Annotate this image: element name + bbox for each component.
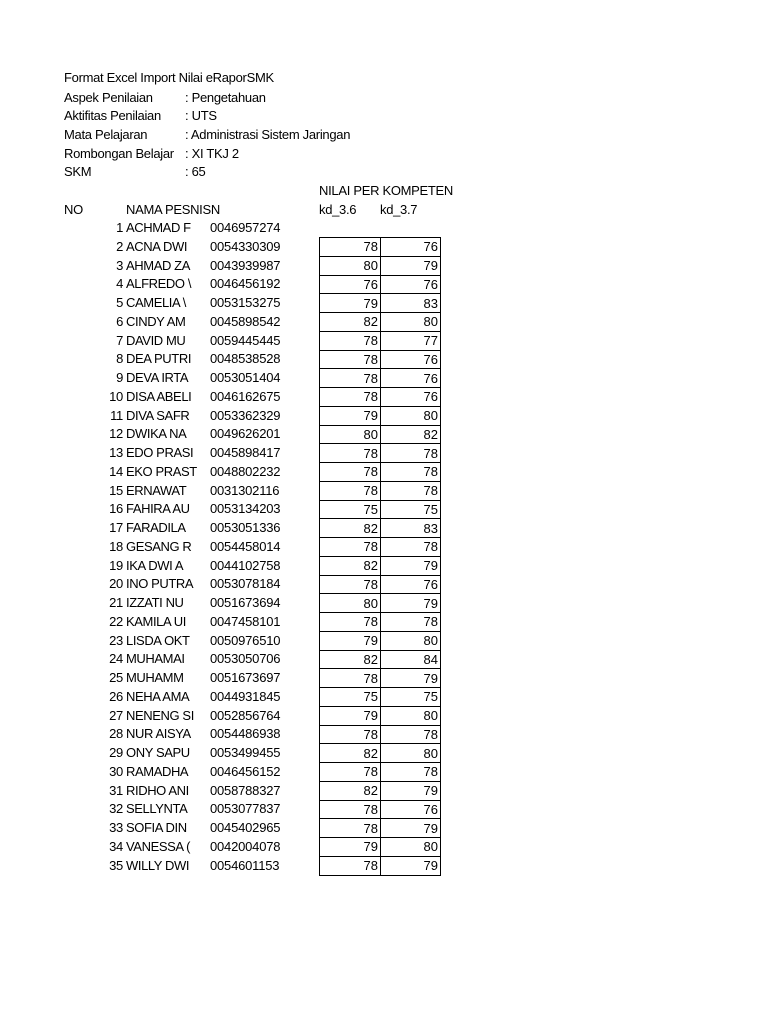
student-name: FARADILA xyxy=(126,520,186,535)
table-row xyxy=(320,781,441,800)
student-nisn: 0053362329 xyxy=(210,407,281,423)
student-nisn: 0047458101 xyxy=(210,613,281,629)
score-kd-3-7[interactable]: 80 xyxy=(381,631,441,650)
student-nisn: 0048538528 xyxy=(210,351,281,367)
score-kd-3-6[interactable]: 79 xyxy=(320,838,381,857)
student-nisn: 0046162675 xyxy=(210,388,281,404)
student-nisn: 0053077837 xyxy=(210,801,281,817)
score-kd-3-6[interactable]: 78 xyxy=(320,800,381,819)
row-number: 2 xyxy=(116,238,123,254)
column-header-kd-3-7: kd_3.7 xyxy=(380,202,418,217)
student-nisn: 0049626201 xyxy=(210,426,281,442)
score-kd-3-6[interactable]: 79 xyxy=(320,294,381,313)
score-kd-3-7[interactable]: 79 xyxy=(381,819,441,838)
score-kd-3-6[interactable]: 78 xyxy=(320,238,381,257)
score-kd-3-7[interactable]: 78 xyxy=(381,725,441,744)
score-kd-3-6[interactable]: 78 xyxy=(320,444,381,463)
score-kd-3-6[interactable]: 75 xyxy=(320,500,381,519)
row-number: 9 xyxy=(116,370,123,385)
row-number: 29 xyxy=(109,745,123,760)
student-name: ERNAWAT xyxy=(126,482,187,498)
student-nisn: 0053050706 xyxy=(210,651,281,667)
header-value-skm: : 65 xyxy=(185,164,206,179)
score-kd-3-7[interactable]: 79 xyxy=(381,781,441,800)
score-kd-3-6[interactable]: 82 xyxy=(320,519,381,538)
student-name: FAHIRA AU xyxy=(126,501,190,517)
score-kd-3-7[interactable]: 80 xyxy=(381,706,441,725)
score-kd-3-7[interactable]: 83 xyxy=(381,294,441,313)
student-name: RIDHO ANI xyxy=(126,782,189,798)
student-name: NENENG SI xyxy=(126,707,194,723)
student-name: CINDY AM xyxy=(126,313,186,329)
student-nisn: 0054330309 xyxy=(210,238,281,254)
score-kd-3-6[interactable]: 78 xyxy=(320,481,381,500)
score-kd-3-7[interactable]: 79 xyxy=(381,556,441,575)
score-kd-3-6[interactable]: 75 xyxy=(320,688,381,707)
student-name: IKA DWI A xyxy=(126,557,184,573)
group-header-nilai: NILAI PER KOMPETEN xyxy=(319,183,454,198)
row-number: 3 xyxy=(116,257,123,273)
student-name: SELLYNTA xyxy=(126,801,188,817)
table-row xyxy=(320,481,441,500)
row-number: 15 xyxy=(109,482,123,498)
student-name: LISDA OKT xyxy=(126,632,190,648)
table-row xyxy=(320,725,441,744)
row-number: 25 xyxy=(109,670,123,685)
student-nisn: 0052856764 xyxy=(210,707,281,723)
student-name: EKO PRAST xyxy=(126,463,197,479)
row-number: 12 xyxy=(109,426,123,442)
score-kd-3-6[interactable]: 78 xyxy=(320,538,381,557)
row-number: 30 xyxy=(109,763,123,779)
score-kd-3-7[interactable]: 84 xyxy=(381,650,441,669)
score-kd-3-6[interactable]: 80 xyxy=(320,594,381,613)
score-kd-3-6[interactable]: 78 xyxy=(320,613,381,632)
table-row xyxy=(320,369,441,388)
table-row xyxy=(320,800,441,819)
score-kd-3-6[interactable]: 82 xyxy=(320,313,381,332)
student-nisn: 0053051404 xyxy=(210,370,281,385)
table-row xyxy=(320,819,441,838)
score-kd-3-7[interactable]: 80 xyxy=(381,838,441,857)
table-row xyxy=(320,538,441,557)
score-kd-3-6[interactable]: 80 xyxy=(320,425,381,444)
student-nisn: 0048802232 xyxy=(210,463,281,479)
student-nisn: 0053499455 xyxy=(210,745,281,760)
score-kd-3-6[interactable]: 78 xyxy=(320,463,381,482)
row-number: 27 xyxy=(109,707,123,723)
row-number: 32 xyxy=(109,801,123,817)
column-header-nama: NAMA PESNISN xyxy=(126,202,220,217)
student-name: IZZATI NU xyxy=(126,595,184,610)
table-row xyxy=(320,444,441,463)
student-name: DWIKA NA xyxy=(126,426,187,442)
student-nisn: 0046456192 xyxy=(210,276,281,292)
student-nisn: 0050976510 xyxy=(210,632,281,648)
header-label-rombel: Rombongan Belajar xyxy=(64,146,174,161)
student-nisn: 0059445445 xyxy=(210,332,281,348)
student-name: ONY SAPU xyxy=(126,745,190,760)
student-nisn: 0051673694 xyxy=(210,595,281,610)
table-row xyxy=(320,838,441,857)
student-nisn: 0053078184 xyxy=(210,576,281,592)
student-nisn: 0053051336 xyxy=(210,520,281,535)
student-nisn: 0031302116 xyxy=(210,482,280,498)
row-number: 1 xyxy=(116,220,123,235)
table-row xyxy=(320,500,441,519)
student-nisn: 0045402965 xyxy=(210,820,281,835)
score-kd-3-6[interactable]: 79 xyxy=(320,406,381,425)
row-number: 23 xyxy=(109,632,123,648)
student-nisn: 0054601153 xyxy=(210,857,280,873)
score-kd-3-7[interactable]: 80 xyxy=(381,744,441,763)
score-kd-3-7[interactable]: 76 xyxy=(381,800,441,819)
page-title: Format Excel Import Nilai eRaporSMK xyxy=(64,70,274,85)
table-row xyxy=(320,650,441,669)
table-row xyxy=(320,238,441,257)
score-kd-3-6[interactable]: 82 xyxy=(320,556,381,575)
student-name: EDO PRASI xyxy=(126,445,194,460)
header-value-mapel: : Administrasi Sistem Jaringan xyxy=(185,127,351,142)
student-name: GESANG R xyxy=(126,538,192,554)
score-kd-3-6[interactable]: 78 xyxy=(320,331,381,350)
row-number: 10 xyxy=(109,388,123,404)
score-kd-3-6[interactable]: 78 xyxy=(320,369,381,388)
row-number: 31 xyxy=(109,782,123,798)
table-row xyxy=(320,613,441,632)
score-kd-3-7[interactable]: 76 xyxy=(381,369,441,388)
table-row xyxy=(320,763,441,782)
row-number: 16 xyxy=(109,501,123,517)
row-number: 26 xyxy=(109,688,123,704)
score-kd-3-6[interactable]: 78 xyxy=(320,350,381,369)
score-kd-3-6[interactable]: 78 xyxy=(320,725,381,744)
header-value-aspek: : Pengetahuan xyxy=(185,90,266,105)
score-kd-3-7[interactable]: 76 xyxy=(381,350,441,369)
score-kd-3-7[interactable]: 77 xyxy=(381,331,441,350)
student-nisn: 0054458014 xyxy=(210,538,281,554)
table-row xyxy=(320,706,441,725)
score-kd-3-7[interactable]: 78 xyxy=(381,763,441,782)
score-kd-3-7[interactable]: 78 xyxy=(381,538,441,557)
header-value-aktifitas: : UTS xyxy=(185,108,217,123)
student-name: AHMAD ZA xyxy=(126,257,190,273)
score-kd-3-6[interactable]: 78 xyxy=(320,669,381,688)
table-row xyxy=(320,669,441,688)
student-nisn: 0043939987 xyxy=(210,257,281,273)
student-nisn: 0054486938 xyxy=(210,726,281,742)
student-name: KAMILA UI xyxy=(126,613,186,629)
row-number: 11 xyxy=(110,407,123,423)
score-kd-3-7[interactable]: 79 xyxy=(381,594,441,613)
score-kd-3-7[interactable]: 80 xyxy=(381,313,441,332)
table-row xyxy=(320,631,441,650)
table-row xyxy=(320,575,441,594)
student-nisn: 0053153275 xyxy=(210,295,281,310)
student-nisn: 0046456152 xyxy=(210,763,281,779)
row-number: 21 xyxy=(109,595,123,610)
score-kd-3-7[interactable]: 82 xyxy=(381,425,441,444)
student-name: VANESSA ( xyxy=(126,838,191,854)
score-kd-3-7[interactable]: 75 xyxy=(381,500,441,519)
student-nisn: 0044102758 xyxy=(210,557,281,573)
student-name: RAMADHA xyxy=(126,763,189,779)
score-kd-3-7[interactable]: 76 xyxy=(381,275,441,294)
table-row xyxy=(320,556,441,575)
column-header-no: NO xyxy=(64,202,83,217)
table-row xyxy=(320,406,441,425)
score-kd-3-7[interactable]: 79 xyxy=(381,856,441,875)
student-name: DIVA SAFR xyxy=(126,407,190,423)
student-nisn: 0051673697 xyxy=(210,670,281,685)
score-kd-3-6[interactable]: 82 xyxy=(320,781,381,800)
student-name: MUHAMM xyxy=(126,670,184,685)
header-label-aktifitas: Aktifitas Penilaian xyxy=(64,108,161,123)
row-number: 8 xyxy=(116,351,123,367)
row-number: 5 xyxy=(116,295,123,310)
student-name: NEHA AMA xyxy=(126,688,190,704)
table-row xyxy=(320,594,441,613)
row-number: 6 xyxy=(116,313,123,329)
student-name: MUHAMAI xyxy=(126,651,185,667)
score-kd-3-7[interactable]: 78 xyxy=(381,444,441,463)
row-number: 19 xyxy=(109,557,123,573)
student-nisn: 0044931845 xyxy=(210,688,281,704)
score-kd-3-7[interactable]: 76 xyxy=(381,575,441,594)
score-kd-3-6[interactable]: 78 xyxy=(320,856,381,875)
student-name: CAMELIA \ xyxy=(126,295,186,310)
header-value-rombel: : XI TKJ 2 xyxy=(185,146,239,161)
row-number: 18 xyxy=(109,538,123,554)
score-kd-3-7[interactable]: 83 xyxy=(381,519,441,538)
row-number: 4 xyxy=(116,276,123,292)
row-number: 22 xyxy=(109,613,123,629)
score-kd-3-6[interactable]: 79 xyxy=(320,631,381,650)
score-kd-3-6[interactable]: 79 xyxy=(320,706,381,725)
student-nisn: 0045898542 xyxy=(210,313,281,329)
score-kd-3-7[interactable]: 75 xyxy=(381,688,441,707)
student-name: DISA ABELI xyxy=(126,388,192,404)
row-number: 14 xyxy=(109,463,123,479)
row-number: 13 xyxy=(109,445,123,460)
table-row xyxy=(320,425,441,444)
student-name: SOFIA DIN xyxy=(126,820,187,835)
score-kd-3-7[interactable]: 79 xyxy=(381,669,441,688)
student-nisn: 0053134203 xyxy=(210,501,281,517)
score-kd-3-6[interactable]: 78 xyxy=(320,819,381,838)
student-nisn: 0045898417 xyxy=(210,445,281,460)
header-label-aspek: Aspek Penilaian xyxy=(64,90,153,105)
student-name: DEA PUTRI xyxy=(126,351,192,367)
score-kd-3-6[interactable]: 78 xyxy=(320,575,381,594)
table-row xyxy=(320,275,441,294)
table-row xyxy=(320,350,441,369)
score-grid xyxy=(319,237,441,876)
score-kd-3-6[interactable]: 76 xyxy=(320,275,381,294)
student-nisn: 0046957274 xyxy=(210,220,281,235)
student-nisn: 0042004078 xyxy=(210,838,281,854)
score-kd-3-6[interactable]: 78 xyxy=(320,763,381,782)
row-number: 34 xyxy=(109,838,123,854)
table-row xyxy=(320,688,441,707)
table-row xyxy=(320,313,441,332)
score-kd-3-7[interactable]: 78 xyxy=(381,463,441,482)
table-row xyxy=(320,856,441,875)
score-kd-3-7[interactable]: 76 xyxy=(381,388,441,407)
table-row xyxy=(320,744,441,763)
student-name: WILLY DWI xyxy=(126,857,190,873)
score-kd-3-6[interactable]: 78 xyxy=(320,388,381,407)
student-name: ACHMAD F xyxy=(126,220,191,235)
header-label-mapel: Mata Pelajaran xyxy=(64,127,148,142)
header-label-skm: SKM xyxy=(64,164,92,179)
score-kd-3-7[interactable]: 79 xyxy=(381,256,441,275)
score-kd-3-6[interactable]: 82 xyxy=(320,744,381,763)
table-row xyxy=(320,256,441,275)
score-kd-3-7[interactable]: 78 xyxy=(381,481,441,500)
student-name: DAVID MU xyxy=(126,332,186,348)
student-name: NUR AISYA xyxy=(126,726,191,742)
row-number: 7 xyxy=(116,332,123,348)
student-name: DEVA IRTA xyxy=(126,370,189,385)
table-row xyxy=(320,331,441,350)
row-number: 24 xyxy=(109,651,123,667)
row-number: 28 xyxy=(109,726,123,742)
table-row xyxy=(320,463,441,482)
score-kd-3-6[interactable]: 82 xyxy=(320,650,381,669)
score-kd-3-7[interactable]: 78 xyxy=(381,613,441,632)
score-kd-3-7[interactable]: 80 xyxy=(381,406,441,425)
row-number: 35 xyxy=(109,857,123,873)
score-kd-3-7[interactable]: 76 xyxy=(381,238,441,257)
student-nisn: 0058788327 xyxy=(210,782,281,798)
student-name: ALFREDO \ xyxy=(126,276,192,292)
table-row xyxy=(320,519,441,538)
table-row xyxy=(320,388,441,407)
row-number: 17 xyxy=(109,520,123,535)
student-name: ACNA DWI xyxy=(126,238,188,254)
table-row xyxy=(320,294,441,313)
row-number: 20 xyxy=(109,576,123,592)
student-name: INO PUTRA xyxy=(126,576,194,592)
column-header-kd-3-6: kd_3.6 xyxy=(319,202,357,217)
score-kd-3-6[interactable]: 80 xyxy=(320,256,381,275)
row-number: 33 xyxy=(109,820,123,835)
